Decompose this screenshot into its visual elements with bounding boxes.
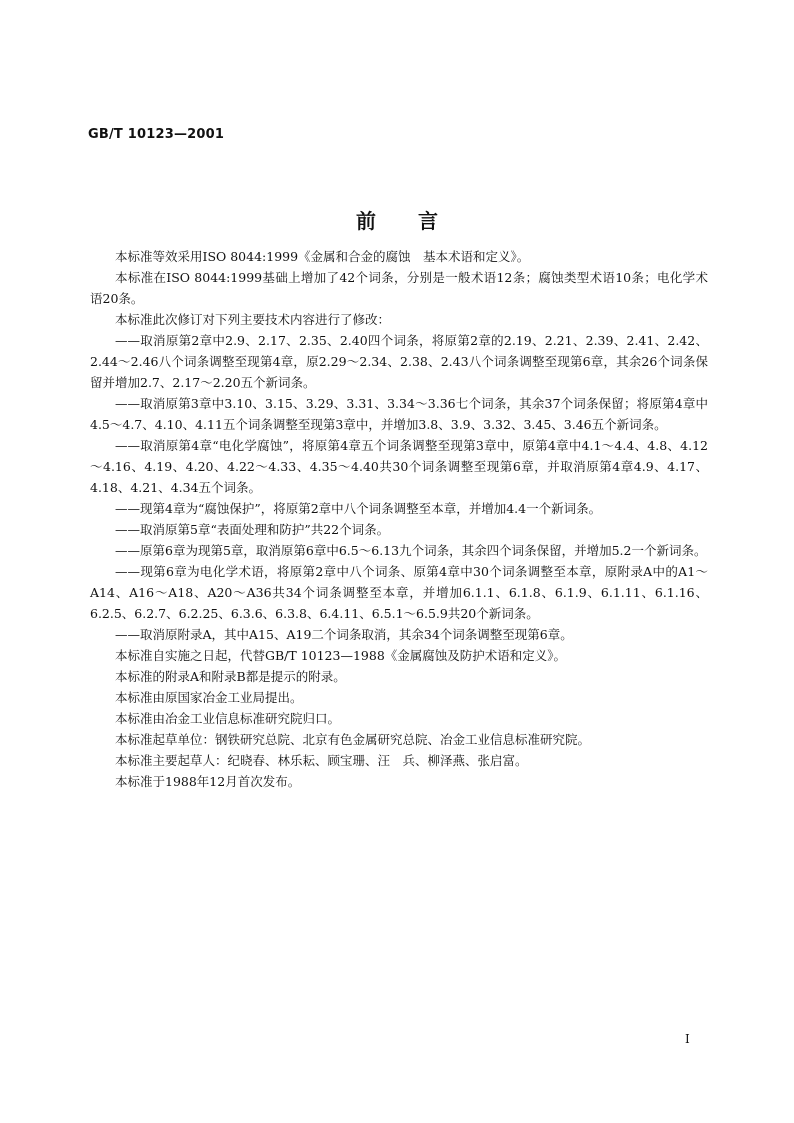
paragraph-15: 本标准由冶金工业信息标准研究院归口。	[115, 711, 341, 726]
page-title: 前言	[356, 209, 480, 233]
paragraph-5: ——取消原第3章中3.10、3.15、3.29、3.31、3.34～3.36七个词条，其余37个词条保留；将原第4章中4.5～4.7、4.10、4.11五个词条调整至现第3章中，并增加3.8、3.9、3.32、3.45、3.46五个新词条。	[90, 396, 708, 432]
paragraph-10: ——现第6章为电化学术语，将原第2章中八个词条、原第4章中30个词条调整至本章，原附录A中的A1～A14、A16～A18、A20～A36共34个词条调整至本章，并增加6.1.1、6.1.8、6.1.9、6.1.11、6.1.16、6.2.5、6.2.7、6.2.25、6.3.6、6.3.8、6.4.11、6.5.1～6.5.9共20个新词条。	[90, 564, 708, 621]
paragraph-2: 本标准在ISO 8044:1999基础上增加了42个词条，分别是一般术语12条；腐蚀类型术语10条；电化学术语20条。	[90, 270, 708, 306]
paragraph-3: 本标准此次修订对下列主要技术内容进行了修改：	[115, 312, 391, 327]
preface-body	[90, 246, 708, 792]
paragraph-4: ——取消原第2章中2.9、2.17、2.35、2.40四个词条，将原第2章的2.19、2.21、2.39、2.41、2.42、2.44～2.46八个词条调整至现第4章，原2.29～2.34、2.38、2.43八个词条调整至现第6章，其余26个词条保留并增加2.7、2.17～2.20五个新词条。	[90, 333, 708, 390]
paragraph-14: 本标准由原国家冶金工业局提出。	[115, 690, 303, 705]
standard-code-header: GB/T 10123—2001	[88, 127, 225, 142]
paragraph-1: 本标准等效采用ISO 8044:1999《金属和合金的腐蚀 基本术语和定义》。	[115, 249, 530, 264]
page-number: I	[685, 1032, 690, 1046]
paragraph-16: 本标准起草单位：钢铁研究总院、北京有色金属研究总院、冶金工业信息标准研究院。	[115, 732, 591, 747]
paragraph-7: ——现第4章为“腐蚀保护”，将原第2章中八个词条调整至本章，并增加4.4一个新词条。	[115, 501, 602, 516]
paragraph-8: ——取消原第5章“表面处理和防护”共22个词条。	[115, 522, 390, 537]
paragraph-9: ——原第6章为现第5章，取消原第6章中6.5～6.13九个词条，其余四个词条保留，并增加5.2一个新词条。	[115, 543, 707, 558]
paragraph-12: 本标准自实施之日起，代替GB/T 10123—1988《金属腐蚀及防护术语和定义》。	[115, 648, 567, 663]
paragraph-6: ——取消原第4章“电化学腐蚀”，将原第4章五个词条调整至现第3章中，原第4章中4.1～4.4、4.8、4.12～4.16、4.19、4.20、4.22～4.33、4.35～4.40共30个词条调整至现第6章，并取消原第4章4.9、4.17、4.18、4.21、4.34五个词条。	[90, 438, 708, 495]
paragraph-11: ——取消原附录A，其中A15、A19二个词条取消，其余34个词条调整至现第6章。	[115, 627, 573, 642]
paragraph-18: 本标准于1988年12月首次发布。	[115, 774, 301, 789]
paragraph-13: 本标准的附录A和附录B都是提示的附录。	[115, 669, 346, 684]
paragraph-17: 本标准主要起草人：纪晓春、林乐耘、顾宝珊、汪 兵、柳泽燕、张启富。	[115, 753, 528, 768]
